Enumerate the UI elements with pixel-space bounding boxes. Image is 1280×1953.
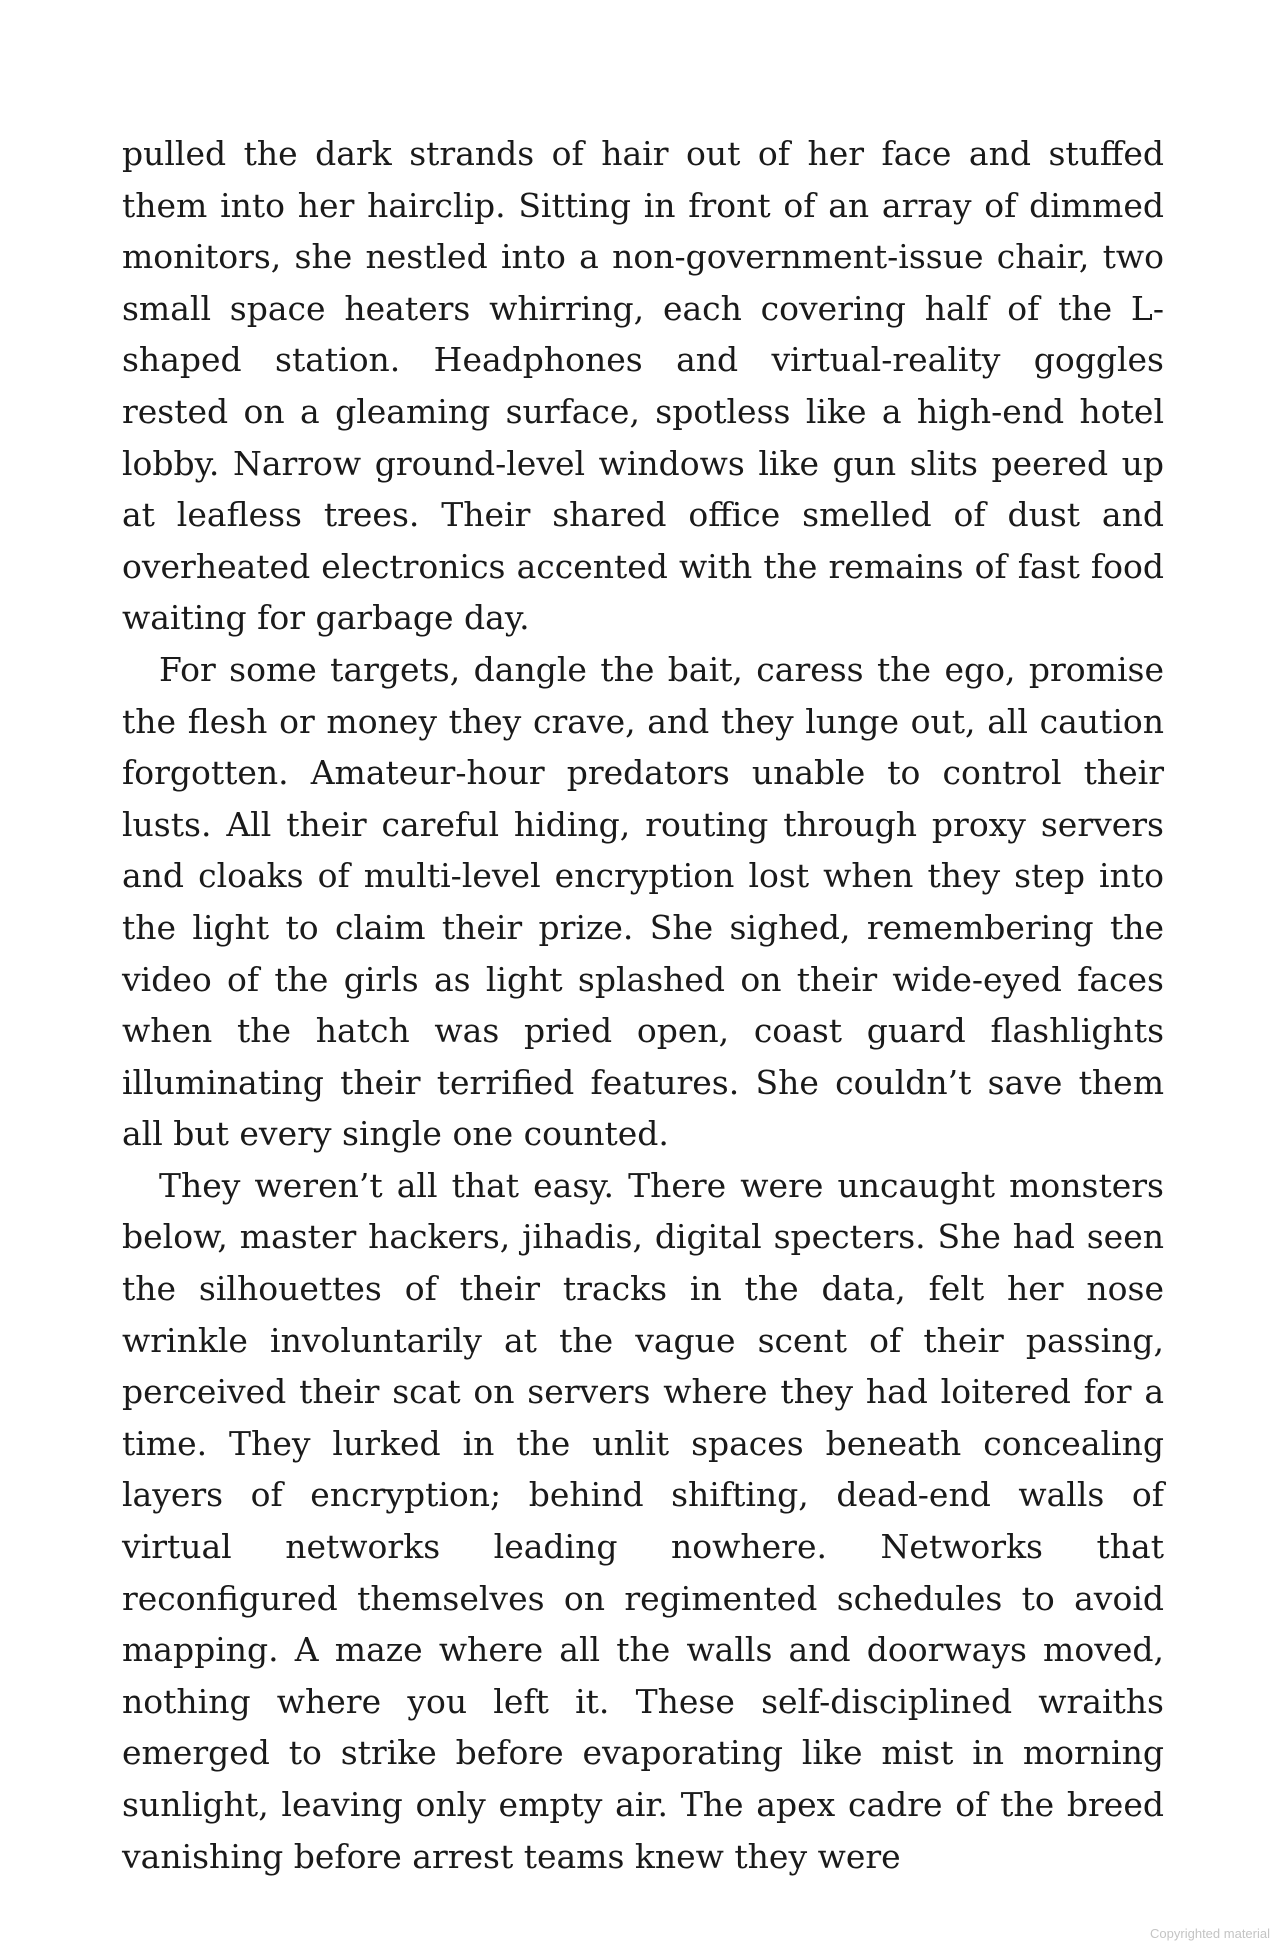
body-text: [122, 128, 1164, 1882]
paragraph-2: For some targets, dangle the bait, caress the ego, promise the flesh or money they crave, and they lunge out, all caution forgotten. Amateur-hour predators unable to control their lusts. All their careful hiding, routing through proxy servers and cloaks of multi-level encryption lost when they step into the light to claim their prize. She sighed, remembering the video of the girls as light splashed on their wide-eyed faces when the hatch was pried open, coast guard flashlights illuminating their terrified features. She couldn’t save them all but every single one counted.: [122, 649, 1164, 1154]
copyright-watermark: Copyrighted material: [1150, 1926, 1270, 1941]
paragraph-3: They weren’t all that easy. There were uncaught monsters below, master hackers, jihadis, digital specters. She had seen the silhouettes of their tracks in the data, felt her nose wrinkle involuntarily at the vague scent of their passing, perceived their scat on servers where they had loitered for a time. They lurked in the unlit spaces beneath concealing layers of encryption; behind shifting, dead-end walls of virtual networks leading nowhere. Networks that reconfigured themselves on regimented schedules to avoid mapping. A maze where all the walls and doorways moved, nothing where you left it. These self-disciplined wraiths emerged to strike before evaporating like mist in morning sunlight, leaving only empty air. The apex cadre of the breed vanishing before arrest teams knew they were: [122, 1165, 1164, 1876]
paragraph-1: pulled the dark strands of hair out of her face and stuffed them into her hairclip. Sitting in front of an array of dimmed monitors, she nestled into a non-government-issue chair, two small space heaters whirring, each covering half of the L-shaped station. Headphones and virtual-reality goggles rested on a gleaming surface, spotless like a high-end hotel lobby. Narrow ground-level windows like gun slits peered up at leafless trees. Their shared office smelled of dust and overheated electronics accented with the remains of fast food waiting for garbage day.: [122, 134, 1164, 638]
